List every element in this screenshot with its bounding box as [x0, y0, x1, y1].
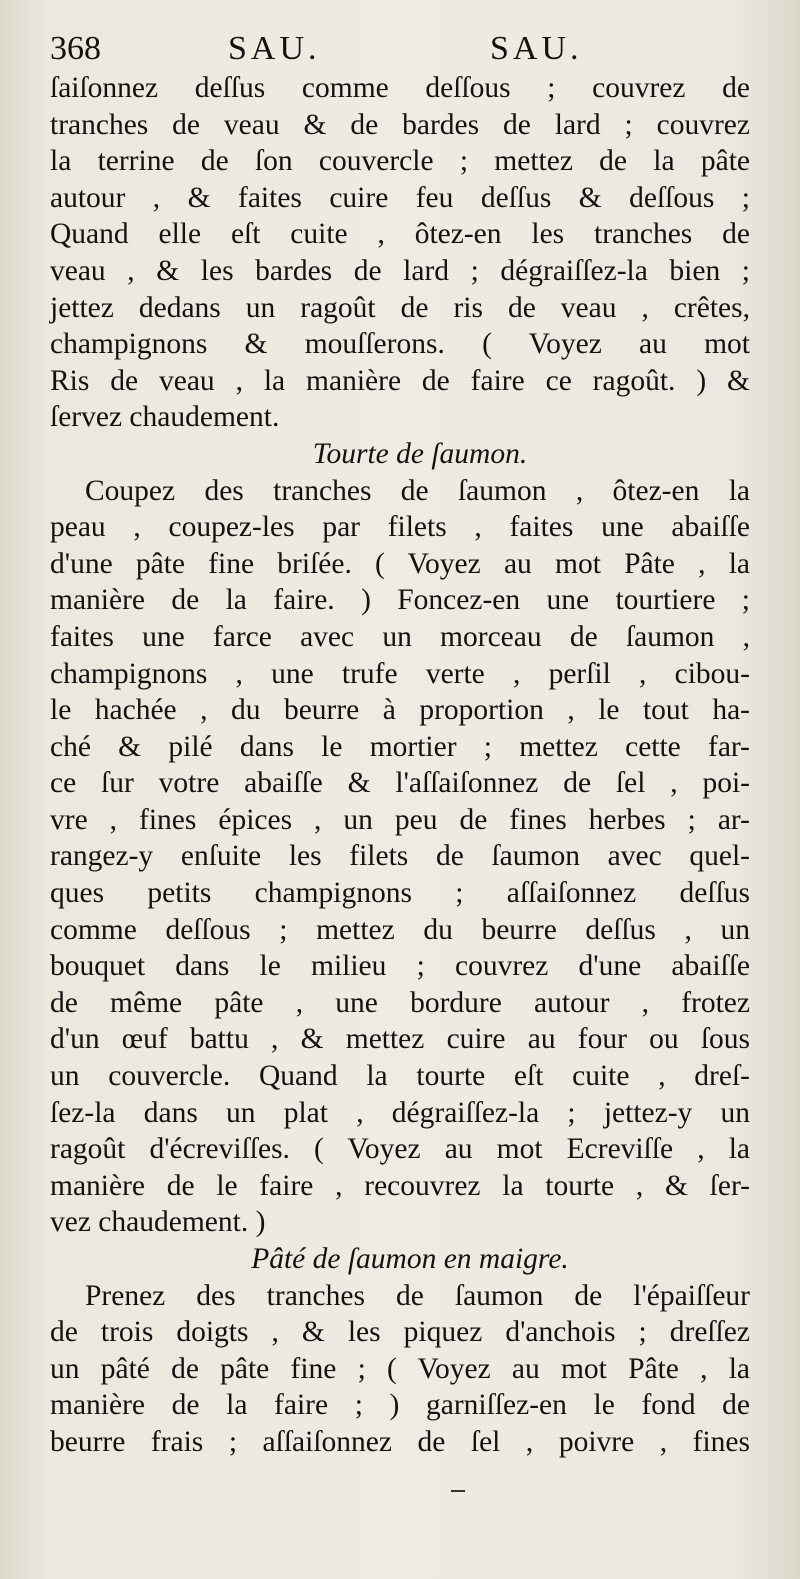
text-line: faites une farce avec un morceau de ſaumon ,: [50, 620, 750, 653]
text-line: ché & pilé dans le mortier ; mettez cette far-: [50, 730, 750, 763]
text-line: tranches de veau & de bardes de lard ; couvrez: [50, 108, 750, 141]
text-line: ſervez chaudement.: [50, 401, 280, 434]
text-line: Ris de veau , la manière de faire ce ragoût. ) &: [50, 364, 750, 397]
page-number: 368: [50, 30, 101, 67]
text-line: jettez dedans un ragoût de ris de veau , crêtes,: [50, 291, 750, 324]
text-line: manière de la faire. ) Foncez-en une tourtiere ;: [50, 584, 750, 617]
text-line: autour , & faites cuire feu deſſus & deſſous ;: [50, 181, 750, 214]
text-line: un pâté de pâte fine ; ( Voyez au mot Pâte , la: [50, 1352, 750, 1385]
text-line: ce ſur votre abaiſſe & l'aſſaiſonnez de ſel , poi-: [50, 767, 750, 800]
running-head-left: SAU.: [228, 30, 321, 67]
text-line: beurre frais ; aſſaiſonnez de ſel , poivre , fines: [50, 1425, 750, 1458]
text-line: champignons & mouſſerons. ( Voyez au mot: [50, 328, 750, 361]
text-line: de trois doigts , & les piquez d'anchois ; dreſſez: [50, 1316, 750, 1349]
text-line: ragoût d'écreviſſes. ( Voyez au mot Ecreviſſe , la: [50, 1133, 750, 1166]
text-lines: [50, 70, 750, 1461]
text-line: Coupez des tranches de ſaumon , ôtez-en la: [85, 474, 750, 507]
text-line: peau , coupez-les par filets , faites une abaiſſe: [50, 511, 750, 544]
text-line: un couvercle. Quand la tourte eſt cuite , dreſ-: [50, 1060, 750, 1093]
text-line: le hachée , du beurre à proportion , le tout ha-: [50, 694, 750, 727]
text-line: ques petits champignons ; aſſaiſonnez deſſus: [50, 877, 750, 910]
text-line: d'un œuf battu , & mettez cuire au four ou ſous: [50, 1023, 750, 1056]
running-header: [50, 30, 750, 70]
page-text-block: [50, 30, 750, 1461]
text-line: vre , fines épices , un peu de fines herbes ; ar-: [50, 803, 750, 836]
text-line: la terrine de ſon couvercle ; mettez de la pâte: [50, 145, 750, 178]
text-line: d'une pâte fine briſée. ( Voyez au mot Pâte , la: [50, 547, 750, 580]
text-line: vez chaudement. ): [50, 1206, 266, 1239]
text-line: Quand elle eſt cuite , ôtez-en les tranches de: [50, 218, 750, 251]
text-line: champignons , une trufe verte , perſil , cibou-: [50, 657, 750, 690]
text-line: manière de le faire , recouvrez la tourte , & ſer-: [50, 1169, 750, 1202]
section-heading: Tourte de ſaumon.: [312, 437, 528, 470]
bottom-printer-mark: [451, 1490, 465, 1492]
text-line: comme deſſous ; mettez du beurre deſſus , un: [50, 913, 750, 946]
section-heading: Pâté de ſaumon en maigre.: [251, 1243, 569, 1275]
text-line: bouquet dans le milieu ; couvrez d'une abaiſſe: [50, 950, 750, 983]
text-line: ſez-la dans un plat , dégraiſſez-la ; jettez-y un: [50, 1096, 750, 1129]
text-line: de même pâte , une bordure autour , frotez: [50, 986, 750, 1019]
text-line: Prenez des tranches de ſaumon de l'épaiſſeur: [85, 1279, 750, 1312]
text-line: veau , & les bardes de lard ; dégraiſſez-la bien ;: [50, 254, 750, 287]
text-line: rangez-y enſuite les filets de ſaumon avec quel-: [50, 840, 750, 873]
text-line: ſaiſonnez deſſus comme deſſous ; couvrez de: [50, 72, 750, 104]
text-line: manière de la faire ; ) garniſſez-en le fond de: [50, 1389, 750, 1422]
running-head-right: SAU.: [490, 30, 583, 67]
